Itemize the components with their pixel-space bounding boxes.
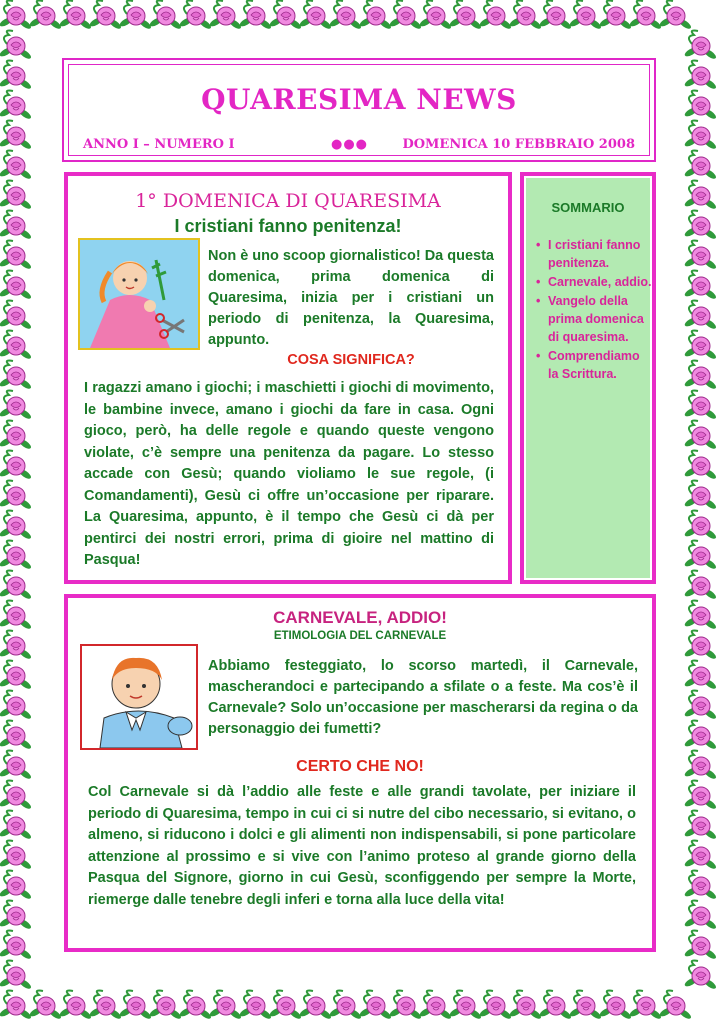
rose-icon — [0, 751, 32, 781]
summary-item: • Vangelo della prima domenica di quaresima. — [534, 292, 652, 346]
rose-icon — [58, 1, 92, 31]
masthead-inner-frame — [68, 64, 650, 156]
article2-intro: Abbiamo festeggiato, lo scorso martedì, il Carnevale, mascherandoci e partecipando a sfilate o a feste. Ma cos’è il Carnevale? Solo un’occasione per mascherarsi da regina o da personaggio dei fumetti? — [208, 658, 638, 737]
rose-icon — [0, 361, 32, 391]
rose-icon — [118, 991, 152, 1021]
article1-heading: 1° DOMENICA DI QUARESIMA — [135, 190, 441, 212]
article1-subheading: I cristiani fanno penitenza! — [174, 216, 402, 236]
rose-icon — [658, 991, 692, 1021]
rose-icon — [478, 1, 512, 31]
rose-icon — [683, 211, 717, 241]
rose-icon — [388, 991, 422, 1021]
rose-icon — [683, 181, 717, 211]
rose-icon — [148, 1, 182, 31]
rose-icon — [683, 721, 717, 751]
rose-icon — [88, 1, 122, 31]
rose-icon — [683, 391, 717, 421]
rose-icon — [508, 1, 542, 31]
rose-icon — [0, 871, 32, 901]
rose-icon — [0, 451, 32, 481]
summary-item: • Comprendiamo la Scrittura. — [534, 347, 652, 383]
rose-icon — [0, 691, 32, 721]
issue-number: ANNO I – NUMERO I — [83, 137, 235, 152]
rose-icon — [683, 541, 717, 571]
rose-icon — [178, 991, 212, 1021]
rose-icon — [598, 991, 632, 1021]
rose-icon — [628, 1, 662, 31]
article2-heading: CARNEVALE, ADDIO! — [273, 608, 447, 627]
summary-sidebar — [520, 172, 656, 584]
rose-icon — [358, 991, 392, 1021]
rose-icon — [148, 991, 182, 1021]
rose-icon — [0, 91, 32, 121]
rose-icon — [683, 961, 717, 991]
rose-icon — [328, 1, 362, 31]
rose-icon — [0, 541, 32, 571]
rose-icon — [0, 511, 32, 541]
rose-icon — [0, 61, 32, 91]
rose-icon — [478, 991, 512, 1021]
girl-with-scissors-illustration — [78, 238, 200, 350]
rose-icon — [0, 781, 32, 811]
summary-title: SOMMARIO — [551, 200, 625, 215]
rose-icon — [538, 991, 572, 1021]
rose-icon — [0, 421, 32, 451]
rose-icon — [0, 571, 32, 601]
rose-icon — [0, 601, 32, 631]
article-quaresima — [64, 172, 512, 584]
article1-body: I ragazzi amano i giochi; i maschietti i giochi di movimento, le bambine invece, amano i giochi da fare in casa. Ogni gioco, però, ha delle regole e quando queste vengono violate, c’è sempre una penitenza da pagare. Lo stesso accade con Gesù; quando violiamo le sue regole, (i Comandamenti), Gesù ci offre un’occasione per riparare. La Quaresima, appunto, è il tempo che Gesù ci dà per pentirci dei nostri errori, prima di gioire nel mattino di Pasqua! — [84, 380, 494, 568]
rose-icon — [0, 811, 32, 841]
article2-subheading: ETIMOLOGIA DEL CARNEVALE — [273, 630, 447, 642]
rose-icon — [683, 631, 717, 661]
rose-icon — [0, 331, 32, 361]
rose-icon — [628, 991, 662, 1021]
rose-icon — [418, 991, 452, 1021]
rose-icon — [658, 1, 692, 31]
rose-icon — [0, 121, 32, 151]
masthead — [62, 58, 656, 162]
rose-icon — [683, 61, 717, 91]
rose-icon — [178, 1, 212, 31]
rose-icon — [0, 961, 32, 991]
rose-icon — [683, 811, 717, 841]
rose-icon — [683, 301, 717, 331]
rose-icon — [0, 631, 32, 661]
article1-question: COSA SIGNIFICA? — [287, 352, 415, 368]
article2-question: CERTO CHE NO! — [296, 758, 424, 775]
rose-icon — [683, 241, 717, 271]
rose-icon — [683, 931, 717, 961]
summary-item: • Carnevale, addio. — [534, 273, 652, 291]
article2-body: Col Carnevale si dà l’addio alle feste e alle grandi tavolate, per iniziare il periodo di Quaresima, tempo in cui ci si nutre del cibo necessario, si evitano, o almeno, si riducono i dolci e gli alimenti non indispensabili, si pone particolare attenzione al prossimo e si vive con l’animo proteso al grande giorno della Pasqua del Signore, giorno in cui Gesù, sconfiggendo per sempre la Morte, riemerge dalle tenebre degli inferi e torna alla luce della vita! — [88, 784, 636, 908]
rose-icon — [0, 31, 32, 61]
rose-icon — [448, 991, 482, 1021]
rose-icon — [683, 271, 717, 301]
newsletter-title: QUARESIMA NEWS — [201, 83, 517, 116]
summary-list — [534, 236, 652, 384]
rose-icon — [683, 481, 717, 511]
rose-icon — [418, 1, 452, 31]
rose-icon — [0, 721, 32, 751]
rose-icon — [268, 1, 302, 31]
rose-icon — [0, 841, 32, 871]
separator-dots: ●●● — [331, 137, 369, 152]
issue-date: DOMENICA 10 FEBBRAIO 2008 — [402, 137, 635, 152]
rose-icon — [683, 31, 717, 61]
rose-icon — [508, 991, 542, 1021]
rose-icon — [683, 601, 717, 631]
rose-icon — [298, 1, 332, 31]
rose-icon — [118, 1, 152, 31]
rose-icon — [0, 181, 32, 211]
rose-icon — [208, 991, 242, 1021]
rose-icon — [0, 931, 32, 961]
rose-icon — [683, 451, 717, 481]
rose-icon — [298, 991, 332, 1021]
rose-icon — [0, 211, 32, 241]
rose-icon — [268, 991, 302, 1021]
rose-icon — [568, 1, 602, 31]
summary-panel — [526, 178, 650, 578]
rose-icon — [683, 901, 717, 931]
rose-icon — [683, 121, 717, 151]
rose-icon — [0, 991, 32, 1021]
rose-icon — [683, 91, 717, 121]
rose-icon — [0, 481, 32, 511]
rose-icon — [683, 691, 717, 721]
rose-icon — [88, 991, 122, 1021]
article-carnevale — [64, 594, 656, 952]
rose-icon — [208, 1, 242, 31]
rose-icon — [28, 1, 62, 31]
rose-icon — [388, 1, 422, 31]
rose-icon — [0, 901, 32, 931]
rose-icon — [683, 751, 717, 781]
rose-icon — [0, 301, 32, 331]
rose-icon — [683, 511, 717, 541]
rose-icon — [28, 991, 62, 1021]
boy-illustration — [80, 644, 198, 750]
rose-icon — [238, 1, 272, 31]
rose-icon — [568, 991, 602, 1021]
rose-icon — [538, 1, 572, 31]
rose-icon — [238, 991, 272, 1021]
rose-icon — [683, 571, 717, 601]
rose-icon — [448, 1, 482, 31]
rose-icon — [683, 421, 717, 451]
rose-icon — [0, 661, 32, 691]
rose-icon — [683, 841, 717, 871]
rose-icon — [683, 361, 717, 391]
rose-icon — [683, 871, 717, 901]
rose-icon — [358, 1, 392, 31]
rose-icon — [0, 241, 32, 271]
article1-intro: Non è uno scoop giornalistico! Da questa domenica, prima domenica di Quaresima, inizia per i cristiani un periodo di penitenza, la Quaresima, appunto. — [208, 248, 494, 348]
rose-icon — [0, 151, 32, 181]
rose-icon — [328, 991, 362, 1021]
rose-icon — [0, 271, 32, 301]
summary-item: • I cristiani fanno penitenza. — [534, 236, 652, 272]
rose-icon — [683, 661, 717, 691]
rose-icon — [683, 781, 717, 811]
rose-icon — [598, 1, 632, 31]
rose-icon — [58, 991, 92, 1021]
rose-icon — [683, 331, 717, 361]
rose-icon — [0, 391, 32, 421]
rose-icon — [683, 151, 717, 181]
rose-icon — [0, 1, 32, 31]
